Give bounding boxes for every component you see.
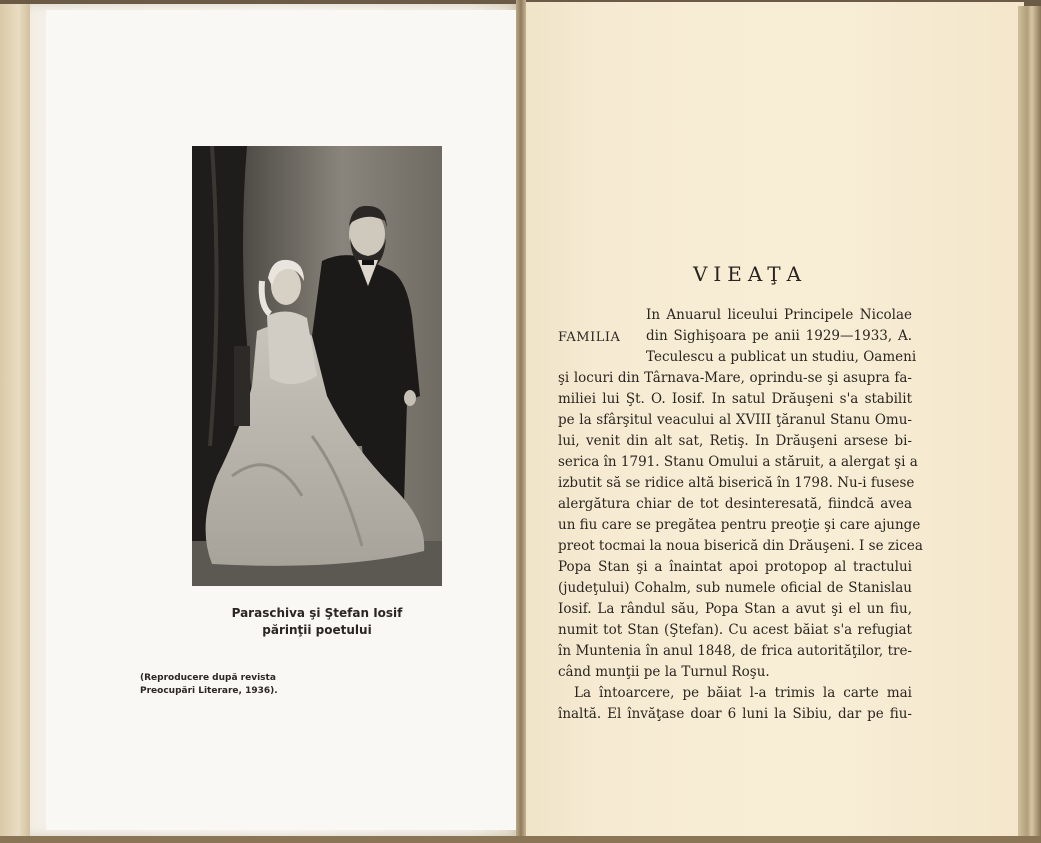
text-line-14: (judeţului) Cohalm, sub numele oficial de Stanislau — [558, 580, 912, 596]
photo-credit-line-2: Preocupări Literare, 1936). — [140, 686, 278, 696]
text-line-17: în Muntenia în anul 1848, de frica autorităţilor, tre- — [558, 643, 912, 659]
chapter-title: VIEAŢA — [692, 262, 808, 286]
text-line-6: pe la sfârşitul veacului al XVIII ţăranul Stanu Omu- — [558, 412, 912, 428]
book-spine — [516, 0, 526, 843]
margin-note: FAMILIA — [558, 330, 621, 345]
text-line-9: izbutit să se ridice altă biserică în 1798. Nu-i fusese — [558, 475, 915, 491]
text-line-8: serica în 1791. Stanu Omului a stăruit, a alergat şi a — [558, 454, 918, 470]
photo-caption-line-1: Paraschiva şi Ştefan Iosif — [231, 606, 403, 620]
text-line-13: Popa Stan şi a înaintat apoi protopop al tractului — [558, 559, 912, 575]
photo-credit-line-1: (Reproducere după revista — [140, 673, 276, 683]
text-line-15: Iosif. La rândul său, Popa Stan a avut şi el un fiu, — [558, 601, 912, 617]
text-line-5: miliei lui Şt. O. Iosif. In satul Drăuşeni s'a stabilit — [558, 391, 912, 407]
portrait-photo — [192, 146, 442, 586]
text-line-2: din Sighişoara pe anii 1929—1933, A. — [646, 328, 912, 344]
right-page-edges — [1018, 6, 1041, 838]
text-line-7: lui, venit din alt sat, Retiş. In Drăuşeni arsese bi- — [558, 433, 912, 449]
text-line-3: Teculescu a publicat un studiu, Oameni — [646, 349, 917, 365]
text-line-4: şi locuri din Târnava-Mare, oprindu-se şi asupra fa- — [558, 370, 912, 386]
text-line-11: un fiu care se pregătea pentru preoţie şi care ajunge — [558, 517, 921, 533]
bottom-edge — [0, 836, 1041, 843]
text-line-16: numit tot Stan (Ştefan). Cu acest băiat s'a refugiat — [558, 622, 912, 638]
photo-caption-line-2: părinţii poetului — [262, 623, 372, 637]
portrait-photo-image — [192, 146, 442, 586]
text-line-1: In Anuarul liceului Principele Nicolae — [646, 307, 912, 323]
text-line-19: La întoarcere, pe băiat l-a trimis la carte mai — [574, 685, 912, 701]
text-line-20: înaltă. El învăţase doar 6 luni la Sibiu, dar pe fiu- — [558, 706, 912, 722]
text-line-12: preot tocmai la noua biserică din Drăuşeni. I se zicea — [558, 538, 923, 554]
text-line-10: alergătura chiar de tot desinteresată, fiindcă avea — [558, 496, 912, 512]
text-line-18: când munţii pe la Turnul Roşu. — [558, 664, 770, 680]
